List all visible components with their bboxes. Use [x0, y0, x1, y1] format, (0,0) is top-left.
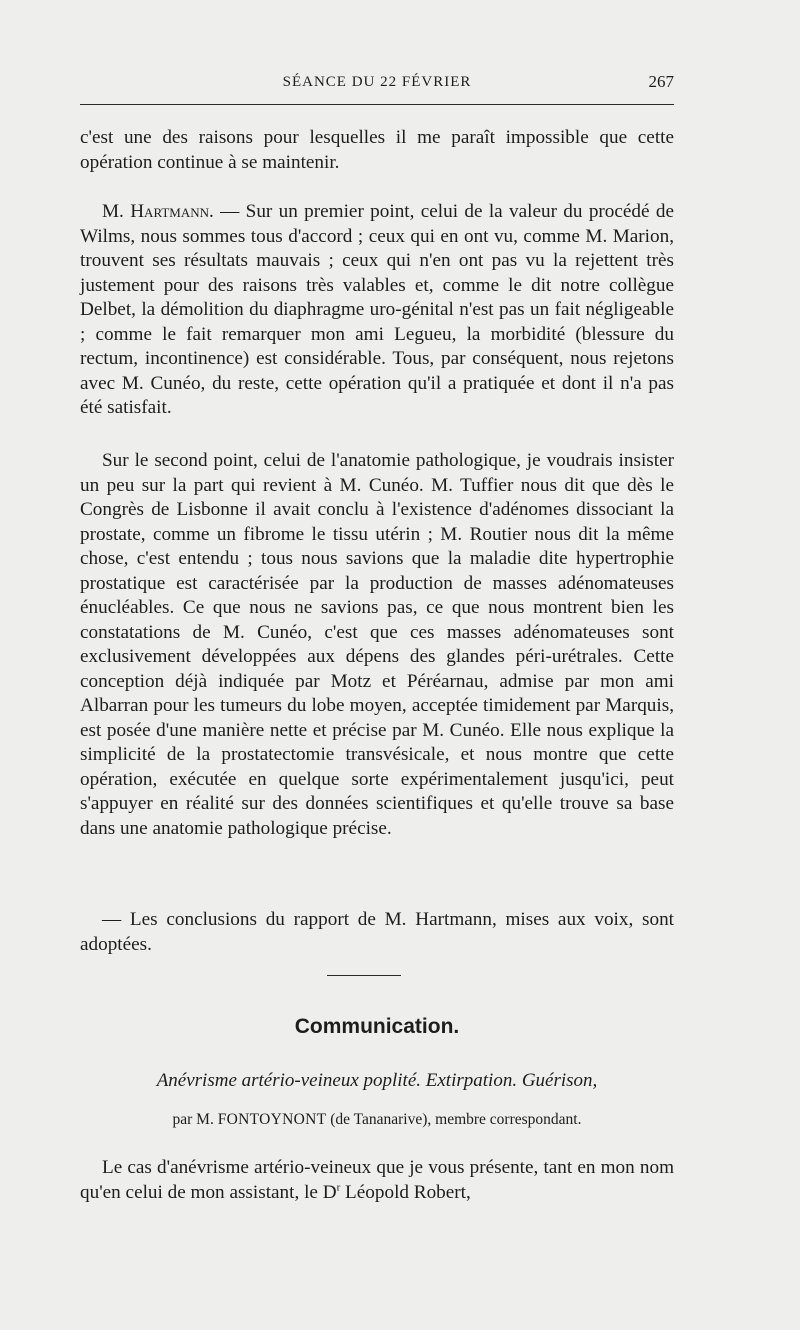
article-title: Anévrisme artério-veineux poplité. Extirpation. Guérison, — [156, 1070, 598, 1091]
paragraph-case-intro — [80, 1156, 674, 1205]
section-heading: Communication. — [294, 1015, 460, 1038]
section-divider — [327, 975, 401, 976]
byline-suffix: (de Tananarive), membre correspondant. — [326, 1111, 582, 1128]
page-number: 267 — [648, 72, 674, 91]
running-header — [80, 70, 674, 94]
byline-prefix: par M. — [172, 1111, 218, 1128]
paragraph-hartmann — [80, 200, 674, 421]
running-title: SÉANCE DU 22 FÉVRIER — [282, 74, 472, 90]
case-intro-end: Léopold Robert, — [340, 1181, 471, 1203]
article-byline — [80, 1108, 674, 1132]
speaker-name: M. Hartmann. — [102, 201, 214, 222]
paragraph-hartmann-text: — Sur un premier point, celui de la valeur du procédé de Wilms, nous sommes tous d'accord ; ceux qui en ont vu, comme M. Marion, trouvent ses résultats mauvais ; ceux qui n'en ont pas vu la rejettent très justement pour des raisons très valables et, comme le dit notre collègue Delbet, la démolition du diaphragme uro-génital n'est pas un fait négligeable ; comme le fait remarquer mon ami Legueu, la morbidité (blessure du rectum, incontinence) est considérable. Tous, par conséquent, nous rejetons avec M. Cunéo, du reste, cette opération qu'il a pratiquée et dont il n'a pas été satisfait. — [80, 201, 674, 418]
paragraph-continued: c'est une des raisons pour lesquelles il me paraît impossible que cette opération continue à se maintenir. — [80, 127, 674, 173]
paragraph-conclusions: — Les conclusions du rapport de M. Hartmann, mises aux voix, sont adoptées. — [80, 909, 674, 955]
header-rule — [80, 104, 674, 105]
byline-author: FONTOYNONT — [217, 1111, 327, 1128]
doctor-abbrev-sup: r — [336, 1181, 341, 1194]
case-intro-text: Le cas d'anévrisme artério-veineux que je vous présente, tant en mon nom qu'en celui de mon assistant, le D — [80, 1157, 674, 1203]
paragraph-anatomy: Sur le second point, celui de l'anatomie pathologique, je voudrais insister un peu sur la part qui revient à M. Cunéo. M. Tuffier nous dit que dès le Congrès de Lisbonne il avait conclu à l'existence d'adénomes dissociant la prostate, comme un fibrome le tissu utérin ; M. Routier nous dit la même chose, c'est entendu ; tous nous savions que la maladie dite hypertrophie prostatique est caractérisée par la production de masses adénomateuses énucléables. Ce que nous ne savions pas, ce que nous montrent bien les constatations de M. Cunéo, c'est que ces masses adénomateuses sont exclusivement développées aux dépens des glandes péri-urétrales. Cette conception déjà indiquée par Motz et Péréarnau, admise par mon ami Albarran pour les tumeurs du lobe moyen, acceptée timidement par Marquis, est posée d'une manière nette et précise par M. Cunéo. Elle nous explique la simplicité de la prostatectomie transvésicale, et nous montre que cette opération, exécutée en quelque sorte expérimentalement jusqu'ici, peut s'appuyer en réalité sur des données scientifiques et qu'elle trouve sa base dans une anatomie pathologique précise. — [80, 450, 674, 839]
